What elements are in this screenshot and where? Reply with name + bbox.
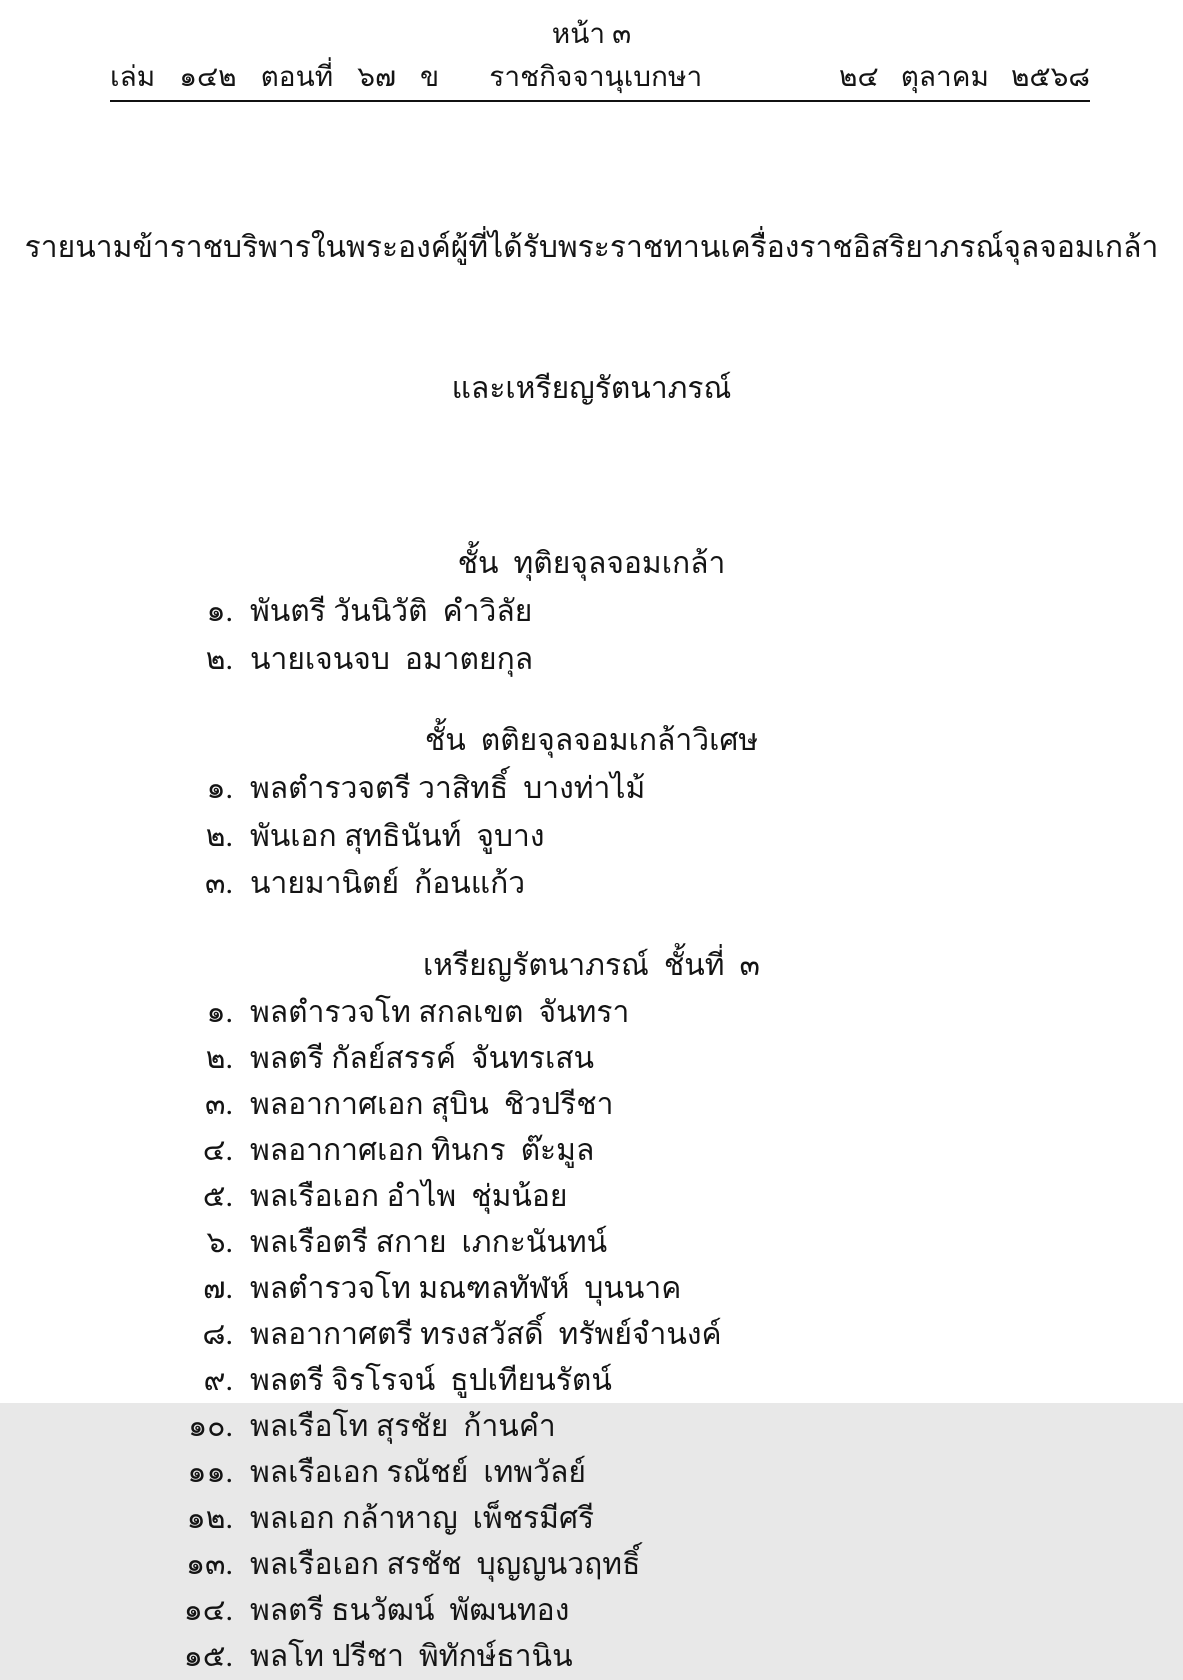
gazette-name: ราชกิจจานุเบกษา — [489, 62, 703, 93]
item-name: พันตรี วันนิวัติ คำวิลัย — [250, 595, 533, 628]
item-number: ๑๑. — [187, 1455, 233, 1489]
list-item — [0, 813, 1183, 861]
list-item — [0, 1634, 1183, 1680]
item-number: ๗. — [202, 1271, 233, 1305]
item-number: ๑. — [206, 995, 233, 1029]
document-title-line-2: และเหรียญรัตนาภรณ์ — [451, 372, 732, 405]
item-number: ๑๓. — [185, 1547, 233, 1581]
section-heading-thutiya-chulachomklao: ชั้น ทุติยจุลจอมเกล้า — [457, 547, 726, 580]
list-item — [0, 1174, 1183, 1220]
item-name: พลตรี ธนวัฒน์ พัฒนทอง — [250, 1593, 570, 1627]
item-number: ๒. — [205, 819, 233, 853]
section-heading-ratanaporn-medal-class-3: เหรียญรัตนาภรณ์ ชั้นที่ ๓ — [422, 948, 761, 982]
item-number: ๒. — [205, 642, 233, 676]
section-heading-tatiya-chulachomklao-wiset: ชั้น ตติยจุลจอมเกล้าวิเศษ — [424, 724, 759, 757]
list-item — [0, 765, 1183, 813]
item-name: นายมานิตย์ ก้อนแก้ว — [250, 867, 526, 900]
volume-number: ๑๔๒ — [179, 62, 237, 93]
item-name: พลอากาศตรี ทรงสวัสดิ์ ทรัพย์จำนงค์ — [250, 1317, 722, 1351]
page-number: หน้า ๓ — [551, 19, 632, 50]
item-name: พลอากาศเอก สุบิน ชิวปรีชา — [250, 1087, 614, 1121]
volume-info — [110, 56, 439, 100]
item-name: พลเรือตรี สกาย เภกะนันทน์ — [250, 1225, 608, 1259]
page-header — [110, 56, 1090, 102]
list-item — [0, 1496, 1183, 1542]
list-item — [0, 1312, 1183, 1358]
item-name: พันเอก สุทธินันท์ จูบาง — [250, 819, 545, 853]
item-name: พลเรือเอก อำไพ ชุ่มน้อย — [250, 1179, 568, 1213]
item-number: ๘. — [202, 1317, 233, 1351]
issue-date — [839, 56, 1090, 100]
item-number: ๓. — [204, 1087, 233, 1121]
list-item — [0, 860, 1183, 908]
list-item — [0, 636, 1183, 684]
item-name: พลโท ปรีชา พิทักษ์ธานิน — [250, 1639, 573, 1673]
item-name: พลตรี กัลย์สรรค์ จันทรเสน — [250, 1041, 595, 1075]
list-item — [0, 1358, 1183, 1404]
item-number: ๑๒. — [186, 1501, 233, 1535]
list-item — [0, 1082, 1183, 1128]
list-item — [0, 1036, 1183, 1082]
list-item — [0, 1128, 1183, 1174]
item-number: ๖. — [206, 1225, 233, 1259]
date-month: ตุลาคม — [900, 62, 989, 93]
list-item — [0, 1404, 1183, 1450]
item-number: ๑. — [206, 595, 233, 628]
list-item — [0, 990, 1183, 1036]
item-number: ๒. — [205, 1041, 233, 1075]
document-title-line-1: รายนามข้าราชบริพารในพระองค์ผู้ที่ได้รับพระราชทานเครื่องราชอิสริยาภรณ์จุลจอมเกล้า — [24, 231, 1159, 264]
section-list — [0, 990, 1183, 1680]
issue-label: ตอนที่ — [260, 62, 334, 93]
item-number: ๕. — [202, 1179, 233, 1213]
list-item — [0, 1450, 1183, 1496]
issue-section-letter: ข — [420, 62, 440, 93]
list-item — [0, 588, 1183, 636]
list-item — [0, 1266, 1183, 1312]
item-name: พลตำรวจโท มณฑลทัฬห์ บุนนาค — [250, 1271, 682, 1305]
date-day: ๒๔ — [839, 62, 879, 93]
list-item — [0, 1588, 1183, 1634]
section-list — [0, 765, 1183, 908]
date-year: ๒๕๖๘ — [1010, 62, 1090, 93]
item-number: ๙. — [203, 1363, 233, 1397]
item-name: พลตำรวจตรี วาสิทธิ์ บางท่าไม้ — [250, 772, 646, 805]
item-number: ๑๔. — [183, 1593, 233, 1627]
item-number: ๔. — [202, 1133, 233, 1167]
item-name: พลตำรวจโท สกลเขต จันทรา — [250, 995, 630, 1029]
item-name: พลเรือเอก สรชัช บุญญนวฤทธิ์ — [250, 1547, 641, 1581]
item-number: ๑. — [206, 772, 233, 805]
issue-number: ๖๗ — [357, 62, 397, 93]
item-name: พลตรี จิรโรจน์ ธูปเทียนรัตน์ — [250, 1363, 612, 1397]
item-number: ๑๕. — [183, 1639, 233, 1673]
item-name: พลอากาศเอก ทินกร ต๊ะมูล — [250, 1133, 595, 1167]
item-number: ๓. — [204, 867, 233, 900]
item-number: ๑๐. — [188, 1409, 233, 1443]
list-item — [0, 1542, 1183, 1588]
item-name: พลเรือโท สุรชัย ก้านคำ — [250, 1409, 556, 1443]
document-title — [0, 130, 1183, 506]
section-list — [0, 588, 1183, 683]
item-name: พลเอก กล้าหาญ เพ็ชรมีศรี — [250, 1501, 595, 1535]
item-name: พลเรือเอก รณัชย์ เทพวัลย์ — [250, 1455, 586, 1489]
item-name: นายเจนจบ อมาตยกุล — [250, 642, 534, 676]
list-item — [0, 1220, 1183, 1266]
volume-label: เล่ม — [110, 62, 156, 93]
